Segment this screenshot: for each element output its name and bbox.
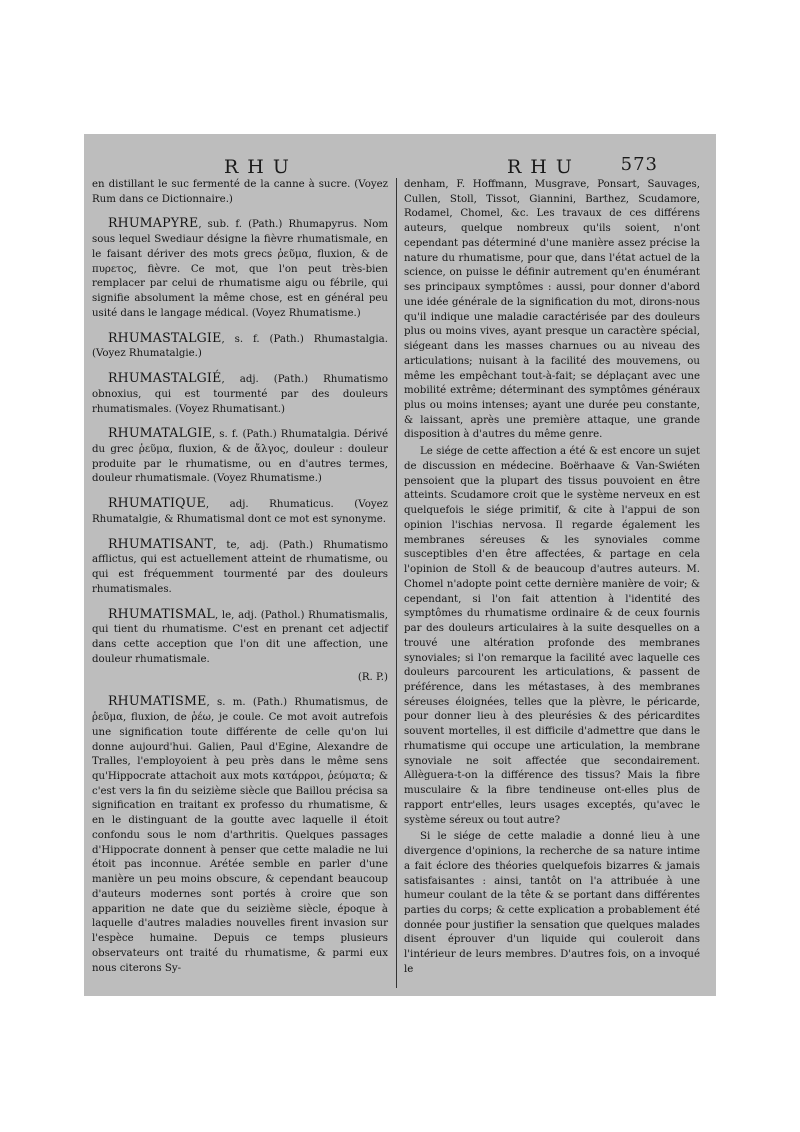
right-column	[404, 176, 700, 978]
headword: RHUMATALGIE	[108, 425, 212, 441]
text-paragraph: Le siége de cette affection a été & est encore un sujet de discussion en médecine. Boërhaave & Van-Swiéten pensoient que la plupart des tissus pouvoient en être atteints. Scudamore croit que le système nerveux en est quelquefois le siége primitif, & cite à l'appui de son opinion l'ischias nervosa. Il regarde également les membranes séreuses & les synoviales comme susceptibles d'en être affectées, & partage en cela l'opinion de Stoll & de beaucoup d'autres auteurs. M. Chomel n'adopte point cette dernière manière de voir; & cependant, si l'on fait attention à l'identité des symptômes du rhumatisme ordinaire & de ceux fournis par des douleurs articulaires à la suite desquelles on a trouvé une altération profonde des membranes synoviales; si l'on remarque la facilité avec laquelle ces douleurs parcourent les articulations, & passent de préférence, dans les métastases, à des membranes séreuses éloignées, telles que la plèvre, le péricarde, pour donner lieu à des pleurésies & des péricardites souvent mortelles, il est difficile d'admettre que dans le rhumatisme qui occupe une articulation, la membrane synoviale ne soit affectée que secondairement. Allèguera-t-on la différence des tissus? Mais la fibre musculaire & la fibre tendineuse ont-elles plus de rapport entr'elles, leurs usages exceptés, qu'avec le système séreux ou tout autre?	[404, 446, 700, 826]
column-divider	[396, 178, 397, 988]
headword: RHUMAPYRE	[108, 215, 199, 231]
dictionary-entry: RHUMATIQUE, adj. Rhumaticus. (Voyez Rhumatalgie, & Rhumatismal dont ce mot est synonyme.	[92, 495, 388, 525]
page-number: 573	[620, 154, 658, 175]
dictionary-entry: RHUMAPYRE, sub. f. (Path.) Rhumapyrus. Nom sous lequel Swediaur désigne la fièvre rhumatismale, en le faisant dériver des mots grecs ῥεῦμα, fluxion, & de πυρετος, fièvre. Ce mot, que l'on peut très-bien remplacer par celui de rhumatisme aigu ou fébrile, qui signifie absolument la même chose, est en général peu usité dans le langage médical. (Voyez Rhumatisme.)	[92, 215, 388, 319]
running-head-left: RHU	[224, 156, 298, 178]
headword: RHUMATIQUE	[108, 495, 206, 511]
dictionary-entry: RHUMATALGIE, s. f. (Path.) Rhumatalgia. Dérivé du grec ῥεῦμα, fluxion, & de ἄλγος, douleur : douleur produite par le rhumatisme, ou en d'autres termes, douleur rhumatismale. (Voyez Rhumatisme.)	[92, 425, 388, 485]
text-paragraph: en distillant le suc fermenté de la canne à sucre. (Voyez Rum dans ce Dictionnaire.)	[92, 179, 388, 205]
scanned-page	[84, 134, 716, 996]
headword: RHUMASTALGIE	[108, 329, 222, 345]
text-paragraph: denham, F. Hoffmann, Musgrave, Ponsart, Sauvages, Cullen, Stoll, Tissot, Giannini, Barthez, Scudamore, Rodamel, Chomel, &c. Les travaux de ces différens auteurs, quelque nombreux qu'ils soient, n'ont cependant pas déterminé d'une manière assez précise la nature du rhumatisme, pour que, dans l'état actuel de la science, on puisse le définir autrement qu'en énumérant ses principaux symptômes : aussi, pour donner d'abord une idée générale de la signification du mot, dirons-nous qu'il indique une maladie caractérisée par des douleurs plus ou moins vives, ayant presque un caractère spécial, siégeant dans les masses charnues ou au niveau des articulations; nuisant à la facilité des mouvemens, ou même les empêchant tout-à-fait; se déplaçant avec une mobilité extrême; déterminant des symptômes généraux plus ou moins intenses; ayant une durée peu constante, & laissant, après une première attaque, une grande disposition à d'autres du même genre.	[404, 179, 700, 441]
headword: RHUMASTALGIÉ	[108, 370, 222, 386]
dictionary-entry: RHUMATISANT, te, adj. (Path.) Rhumatismo afflictus, qui est actuellement atteint de rhumatisme, ou qui est fréquemment tourmenté par des douleurs rhumatismales.	[92, 535, 388, 595]
author-signature: (R. P.)	[357, 671, 388, 683]
dictionary-entry: RHUMATISMAL, le, adj. (Pathol.) Rhumatismalis, qui tient du rhumatisme. C'est en prenant cet adjectif dans cette acception que l'on dit une affection, une douleur rhumatismale.	[92, 605, 388, 665]
running-head-right: RHU	[507, 156, 581, 178]
dictionary-entry: RHUMATISME, s. m. (Path.) Rhumatismus, de ῥεῦμα, fluxion, de ῥέω, je coule. Ce mot avoit autrefois une signification toute différente de celle qu'on lui donne aujourd'hui. Galien, Paul d'Egine, Alexandre de Tralles, l'employoient à peu près dans le même sens qu'Hippocrate attachoit aux mots κατάρροι, ῥεύματα; & c'est vers la fin du seizième siècle que Baillou précisa sa signification en traitant ex professo du rhumatisme, & en le distinguant de la goutte avec laquelle il étoit confondu sous le nom d'arthritis. Quelques passages d'Hippocrate donnent à penser que cette maladie ne lui étoit pas inconnue. Arétée semble en parler d'une manière un peu moins obscure, & cependant beaucoup d'auteurs modernes sont portés à croire que son apparition ne date que du seizième siècle, époque à laquelle d'autres maladies nouvelles firent invasion sur l'espèce humaine. Depuis ce temps plusieurs observateurs ont traité du rhumatisme, & parmi eux nous citerons Sy-	[92, 693, 388, 974]
headword: RHUMATISANT	[108, 535, 214, 551]
headword: RHUMATISME	[108, 693, 207, 709]
left-column	[92, 176, 388, 976]
dictionary-entry: RHUMASTALGIÉ, adj. (Path.) Rhumatismo obnoxius, qui est tourmenté par des douleurs rhumatismales. (Voyez Rhumatisant.)	[92, 370, 388, 415]
dictionary-entry: RHUMASTALGIE, s. f. (Path.) Rhumastalgia. (Voyez Rhumatalgie.)	[92, 329, 388, 360]
text-paragraph: Si le siége de cette maladie a donné lieu à une divergence d'opinions, la recherche de sa nature intime a fait éclore des théories quelquefois bizarres & jamais satisfaisantes : ainsi, tantôt on l'a attribuée à une humeur coulant de la tête & se portant dans différentes parties du corps; & cette explication a probablement été donnée pour justifier la sensation que quelques malades disent éprouver d'un liquide qui couleroit dans l'intérieur de leurs membres. D'autres fois, on a invoqué le	[404, 831, 700, 975]
headword: RHUMATISMAL	[108, 605, 215, 621]
